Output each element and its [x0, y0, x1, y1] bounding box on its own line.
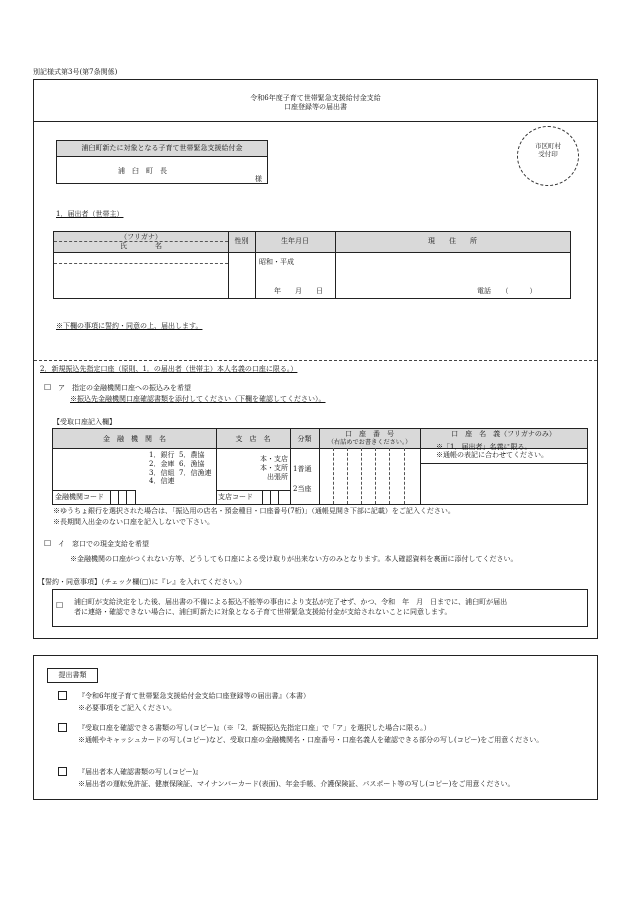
branch-note: ※長期間入出金のない口座を記入しないで下さい。: [53, 518, 214, 526]
name-header: 氏 名: [120, 242, 162, 250]
account-type-1: 1普通: [293, 465, 312, 473]
consent-text-2: 者に連絡・確認できない場合に、浦臼町新たに対象となる子育て世帯緊急支援給付金が支給されないことに同意します。: [74, 608, 452, 616]
stamp-line2: 受付印: [538, 150, 558, 159]
option-a-label: ア 指定の金融機関口座への振込みを希望: [58, 384, 191, 392]
account-type-2: 2当座: [293, 485, 312, 493]
option-b-checkbox[interactable]: ☐: [44, 539, 52, 548]
institution-type: 3．信組: [149, 468, 175, 477]
stamp-line1: 市区町村: [535, 142, 561, 150]
account-box-label: 【受取口座記入欄】: [53, 418, 116, 426]
institution-code-label: 金融機関コード: [55, 493, 104, 501]
option-b-label: イ 窓口での現金支給を希望: [58, 540, 149, 548]
branch-type: 出張所: [267, 472, 288, 481]
form-title: [33, 94, 598, 112]
era-label: 昭和・平成: [259, 258, 294, 266]
section1-heading: 1．届出者（世帯主）: [56, 210, 124, 218]
documents-heading: 提出書類: [47, 668, 98, 683]
addressee-honorific: 様: [255, 175, 262, 183]
institution-type: 4．信連: [149, 477, 175, 486]
addressee-program: 浦臼町新たに対象となる子育て世帯緊急支援給付金: [57, 141, 267, 157]
institution-type: 7．信漁連: [179, 468, 212, 477]
document-note-3: ※届出者の運転免許証、健康保険証、マイナンバーカード(表面)、年金手帳、介護保険証、パスポート等の写し(コピー)をご用意ください。: [78, 780, 515, 788]
document-checkbox-2[interactable]: [58, 723, 67, 732]
institution-type: 5．農協: [179, 451, 205, 459]
document-note-1: ※必要事項をご記入ください。: [78, 704, 176, 712]
holder-note-1: ※「1．届出者」名義に限る。: [436, 443, 532, 451]
institution-header: 金 融 機 関 名: [103, 435, 166, 443]
branch-header: 支 店 名: [235, 435, 271, 443]
section2-heading: 2．新規振込先指定口座（原則、1．の届出者（世帯主）本人名義の口座に限る。）: [40, 365, 298, 373]
consent-checkbox[interactable]: ☐: [56, 601, 64, 610]
gender-header: 性別: [234, 237, 249, 245]
institution-type-col1: [149, 451, 174, 486]
address-header: 現 住 所: [428, 237, 477, 245]
form-label: 別記様式第3号(第7条関係): [33, 68, 118, 76]
branch-types: [252, 455, 288, 481]
institution-type: 1．銀行: [149, 451, 175, 459]
document-title-1: 『令和6年度子育て世帯緊急支援給付金支給口座登録等の届出書』（本書）: [78, 692, 310, 700]
document-title-3: 『届出者本人確認書類の写し(コピー)』: [78, 768, 203, 776]
document-note-2: ※通帳やキャッシュカードの写し(コピー)など、受取口座の金融機関名・口座番号・口座名義人を確認できる部分の写し(コピー)をご用意ください。: [78, 736, 544, 744]
option-b-note: ※金融機関の口座がつくれない方等、どうしても口座による受け取りが出来ない方のみとなります。本人確認資料を裏面に添付してください。: [70, 555, 518, 563]
branch-code-label: 支店コード: [218, 493, 253, 501]
type-header: 分類: [297, 435, 312, 443]
branch-type: 本・支店: [260, 455, 288, 463]
furigana-header: （フリガナ）: [120, 233, 162, 241]
holder-note-2: ※通帳の表記に合わせてください。: [436, 451, 548, 459]
birthdate-header: 生年月日: [281, 237, 309, 245]
addressee-mayor: 浦 臼 町 長: [118, 167, 167, 175]
document-title-2: 『受取口座を確認できる書類の写し(コピー)』（※「2．新規振込先指定口座」で「ア」を選択した場合に限る。）: [78, 724, 431, 732]
option-a-note: ※振込先金融機関口座確認書類を添付してください（下欄を確認してください）。: [70, 395, 326, 403]
document-checkbox-3[interactable]: [58, 767, 67, 776]
consent-text-1: 浦臼町が支給決定をした後、届出書の不備による振込不能等の事由により支払が完了せず、かつ、令和 年 月 日までに、浦臼町が届出: [74, 598, 508, 606]
account-no-subheader: （右詰めでお書きください。）: [327, 439, 412, 446]
title-line2: 口座登録等の届出書: [284, 102, 347, 111]
branch-type: 本・支所: [260, 463, 288, 472]
title-line1: 令和6年度子育て世帯緊急支援給付金支給: [250, 94, 381, 102]
date-units: 年 月 日: [274, 287, 323, 295]
institution-type: 6．漁協: [179, 459, 205, 468]
phone-label: 電話 （ ）: [477, 287, 537, 295]
institution-type-col2: [179, 451, 211, 477]
holder-header: 口 座 名 義（フリガナのみ）: [451, 430, 556, 438]
reception-stamp: [517, 126, 579, 186]
document-checkbox-1[interactable]: [58, 691, 67, 700]
account-no-header: 口 座 番 号: [345, 430, 394, 438]
option-a-checkbox[interactable]: ☐: [44, 383, 52, 392]
consent-heading: 【誓約・同意事項】（チェック欄(□)に『レ』を入れてください。）: [38, 578, 246, 586]
yucho-note: ※ゆうちょ銀行を選択された場合は、「振込用の店名・預金種目・口座番号(7桁)」（通帳見開き下部に記載）をご記入ください。: [53, 507, 455, 515]
institution-type: 2．金庫: [149, 459, 175, 468]
pledge-note: ※下欄の事項に誓約・同意の上、届出します。: [56, 322, 203, 330]
